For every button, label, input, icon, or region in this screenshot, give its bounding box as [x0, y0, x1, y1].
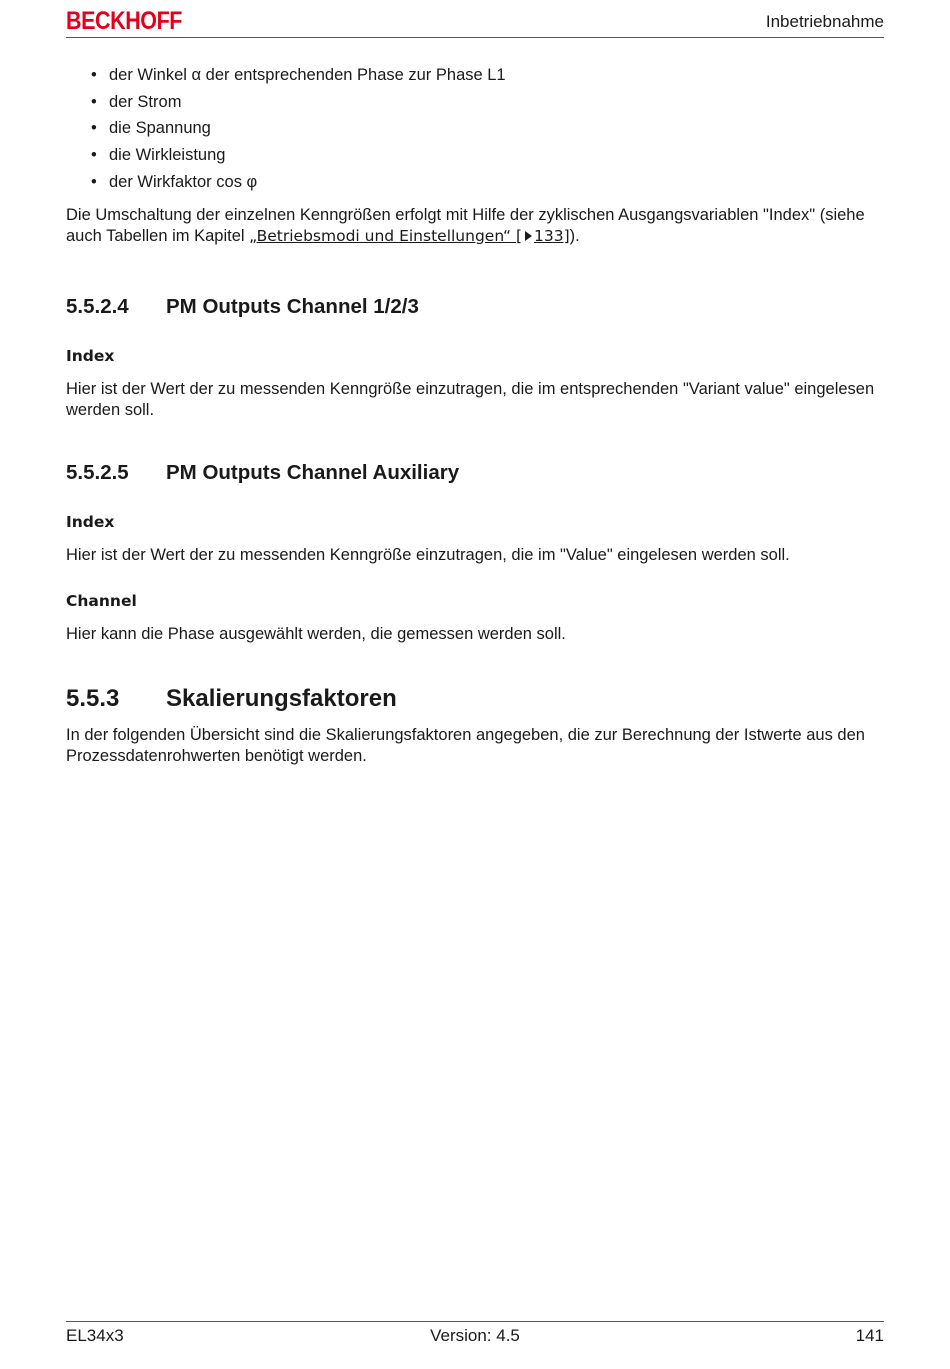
header-section-title: Inbetriebnahme	[765, 12, 884, 31]
sub-heading-index: Index	[66, 346, 115, 365]
section-heading-5525: 5.5.2.5 PM Outputs Channel Auxiliary	[66, 460, 460, 484]
sub-heading-channel: Channel	[66, 591, 137, 610]
footer-version: Version: 4.5	[430, 1326, 520, 1345]
bullet-icon: •	[91, 92, 97, 111]
page-content	[66, 62, 884, 767]
page-number: 141	[855, 1326, 884, 1345]
footer-divider	[66, 1321, 884, 1322]
bullet-icon: •	[91, 172, 97, 191]
section-5524-text: Hier ist der Wert der zu messenden Kenngröße einzutragen, die im entsprechenden "Variant value" eingelesen werden soll.	[66, 379, 875, 419]
list-item: • die Wirkleistung	[66, 142, 884, 169]
arrow-right-icon	[525, 231, 532, 241]
intro-paragraph: Die Umschaltung der einzelnen Kenngrößen erfolgt mit Hilfe der zyklischen Ausgangsvariablen "Index" (siehe auch Tabellen im Kapitel „Betriebsmodi und Einstellungen“ [ 133]).	[66, 205, 865, 245]
bullet-icon: •	[91, 119, 97, 138]
header-divider	[66, 37, 884, 38]
footer-product: EL34x3	[66, 1326, 124, 1345]
sub-heading-index-aux: Index	[66, 512, 115, 531]
section-553-text: In der folgenden Übersicht sind die Skalierungsfaktoren angegeben, die zur Berechnung der Istwerte aus den Prozessdatenrohwerten benötigt werden.	[66, 725, 865, 765]
chapter-link[interactable]: „Betriebsmodi und Einstellungen“ [ 133]	[249, 226, 570, 245]
list-item: • die Spannung	[66, 115, 884, 142]
list-item: • der Wirkfaktor cos φ	[66, 169, 884, 196]
beckhoff-logo: BECKHOFF	[66, 7, 183, 35]
list-item: • der Strom	[66, 89, 884, 116]
section-heading-5524: 5.5.2.4 PM Outputs Channel 1/2/3	[66, 294, 419, 318]
bullet-icon: •	[91, 146, 97, 165]
section-heading-553: 5.5.3 Skalierungsfaktoren	[66, 684, 397, 712]
section-5525-channel-text: Hier kann die Phase ausgewählt werden, die gemessen werden soll.	[66, 624, 566, 643]
list-item: • der Winkel α der entsprechenden Phase zur Phase L1	[66, 62, 884, 89]
bullet-icon: •	[91, 66, 97, 84]
bullet-list	[66, 62, 884, 196]
section-5525-index-text: Hier ist der Wert der zu messenden Kenngröße einzutragen, die im "Value" eingelesen werden soll.	[66, 545, 790, 564]
